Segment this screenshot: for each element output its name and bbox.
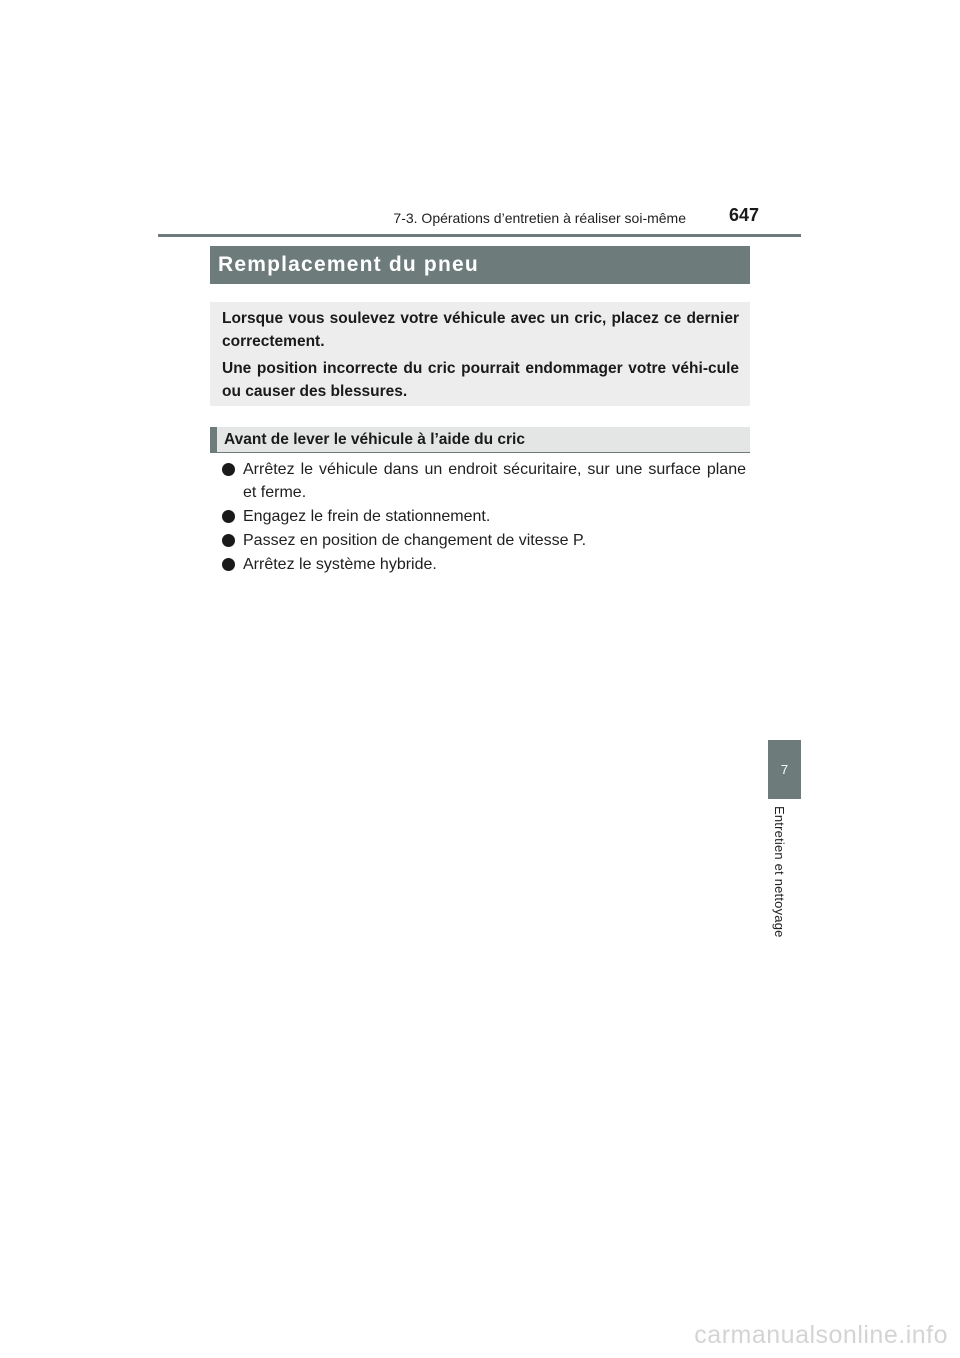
section-title: 7-3. Opérations d’entretien à réaliser soi-même <box>393 210 686 226</box>
list-item-text: Passez en position de changement de vitesse P. <box>243 532 587 549</box>
page-title: Remplacement du pneu <box>218 253 479 276</box>
bullet-list <box>222 458 746 577</box>
bullet-icon <box>222 558 235 571</box>
bullet-icon <box>222 534 235 547</box>
bullet-icon <box>222 510 235 523</box>
list-item <box>222 553 746 576</box>
list-item <box>222 529 746 552</box>
intro-paragraph-2: Une position incorrecte du cric pourrait endommager votre véhi-cule ou causer des blessures. <box>222 360 739 400</box>
bullet-icon <box>222 463 235 476</box>
list-item <box>222 458 746 504</box>
subheading: Avant de lever le véhicule à l’aide du cric <box>224 430 525 448</box>
chapter-tab <box>768 740 801 799</box>
intro-paragraph-1: Lorsque vous soulevez votre véhicule avec un cric, placez ce dernier correctement. <box>222 310 739 350</box>
list-item-text: Arrêtez le véhicule dans un endroit sécuritaire, sur une surface plane et ferme. <box>243 461 746 501</box>
chapter-label: Entretien et nettoyage <box>772 806 787 938</box>
watermark: carmanualsonline.info <box>694 1321 948 1349</box>
list-item <box>222 505 746 528</box>
subheading-bar <box>210 427 750 453</box>
intro-box <box>210 302 750 406</box>
chapter-number: 7 <box>780 762 789 777</box>
title-bar <box>210 246 750 284</box>
list-item-text: Engagez le frein de stationnement. <box>243 508 491 525</box>
page-header <box>158 198 801 237</box>
page-number: 647 <box>728 205 759 225</box>
list-item-text: Arrêtez le système hybride. <box>243 556 437 573</box>
